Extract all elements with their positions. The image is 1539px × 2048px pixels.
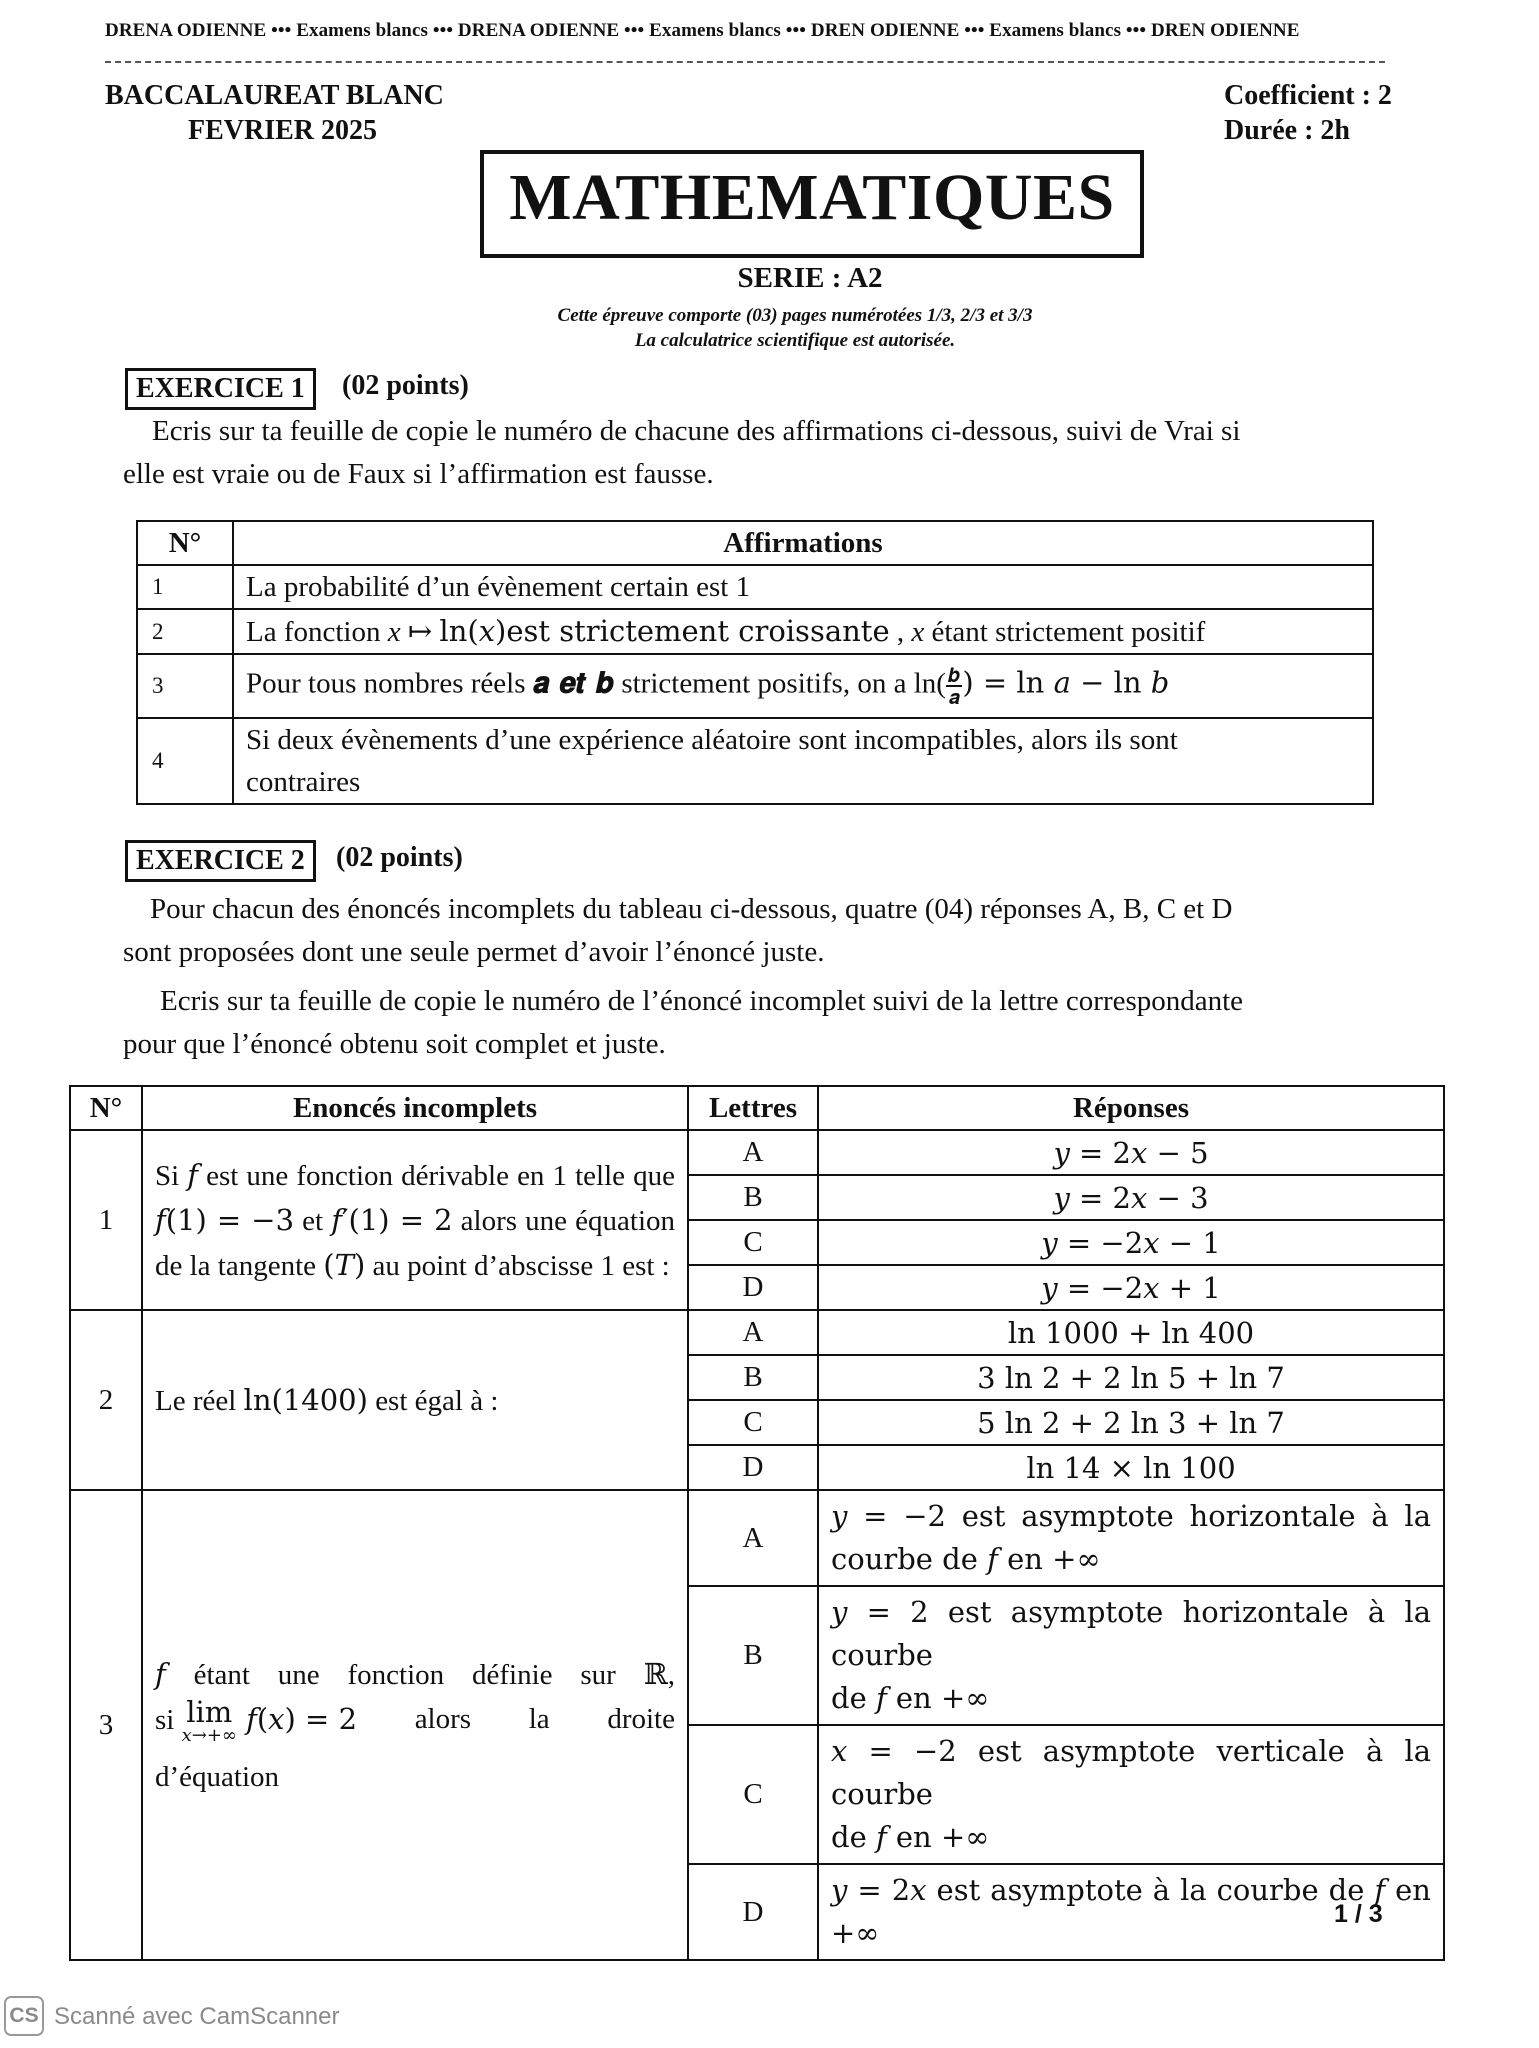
table-row bbox=[137, 718, 1373, 804]
subject-title: MATHEMATIQUES bbox=[509, 161, 1115, 234]
scanner-watermark: Scanné avec CamScanner bbox=[54, 2003, 340, 2030]
tangent-symbol: (𝑇) bbox=[323, 1247, 366, 1282]
answer-letter: C bbox=[688, 1400, 818, 1445]
var-f: 𝑓 bbox=[187, 1157, 199, 1192]
page-number: 1 / 3 bbox=[1334, 1900, 1383, 1928]
line bbox=[155, 1694, 675, 1755]
col-num-header: N° bbox=[70, 1086, 142, 1130]
col-answers-header: Réponses bbox=[818, 1086, 1444, 1130]
col-statements-header: Enoncés incomplets bbox=[142, 1086, 688, 1130]
line bbox=[155, 1652, 675, 1697]
answer-text: 5 ln 2 + 2 ln 3 + ln 7 bbox=[818, 1400, 1444, 1445]
var-f: 𝑓 bbox=[155, 1656, 166, 1691]
pages-note: Cette épreuve comporte (03) pages numérotées 1/3, 2/3 et 3/3 bbox=[557, 305, 1033, 326]
table-header-row bbox=[70, 1086, 1444, 1130]
line: +∞ bbox=[831, 1916, 880, 1950]
line: courbe de 𝑓 en +∞ bbox=[831, 1542, 1101, 1576]
lim-symbol: lim bbox=[186, 1694, 233, 1729]
col-letters-header: Lettres bbox=[688, 1086, 818, 1130]
line: 𝑥 = −2 est asymptote verticale à la courbe bbox=[831, 1734, 1431, 1811]
text: strictement positifs, on a ln( bbox=[614, 667, 946, 700]
text: ) = ln 𝑎 − ln 𝑏 bbox=[962, 665, 1170, 700]
affirmation-text: La probabilité d’un évènement certain est 1 bbox=[233, 565, 1373, 609]
answer-letter: D bbox=[688, 1265, 818, 1310]
expression: 𝑓(𝑥) = 2 bbox=[236, 1701, 358, 1736]
row-number: 2 bbox=[137, 609, 233, 654]
numerator: 𝒃 bbox=[947, 663, 961, 687]
text: est une fonction dérivable en 1 bbox=[198, 1159, 568, 1192]
limit-expression bbox=[155, 1694, 358, 1746]
exercise2-points: (02 points) bbox=[336, 842, 463, 873]
text: au bbox=[365, 1249, 400, 1282]
exercise1-intro-line2: elle est vraie ou de Faux si l’affirmation est fausse. bbox=[123, 458, 714, 490]
line: 𝑦 = 2 est asymptote horizontale à la courbe bbox=[831, 1595, 1431, 1672]
text: est strictement croissante bbox=[506, 614, 890, 648]
row-number: 3 bbox=[137, 654, 233, 718]
text: étant une fonction définie sur ℝ, bbox=[165, 1658, 675, 1691]
exam-name: BACCALAUREAT BLANC bbox=[105, 80, 444, 111]
text: Pour tous nombres réels bbox=[246, 667, 533, 700]
calculator-note: La calculatrice scientifique est autorisée. bbox=[634, 330, 956, 351]
line: 𝑦 = −2 est asymptote horizontale à la bbox=[831, 1499, 1431, 1533]
text: Le réel bbox=[155, 1384, 244, 1417]
fraction bbox=[946, 665, 962, 707]
exercise2-title: EXERCICE 2 bbox=[125, 840, 316, 882]
series: SERIE : A2 bbox=[737, 262, 883, 294]
answer-text: 𝑦 = 2𝑥 − 5 bbox=[818, 1130, 1444, 1175]
line: de 𝑓 en +∞ bbox=[831, 1681, 990, 1715]
exercise2-intro-line4: pour que l’énoncé obtenu soit complet et juste. bbox=[123, 1028, 666, 1060]
text: une équation de la tangente bbox=[155, 1204, 676, 1282]
exercise2-intro-line3: Ecris sur ta feuille de copie le numéro de l’énoncé incomplet suivi de la lettre correspondante bbox=[160, 985, 1244, 1017]
exercise2-intro-line2: sont proposées dont une seule permet d’avoir l’énoncé juste. bbox=[123, 936, 825, 968]
text: droite bbox=[607, 1702, 675, 1735]
function-expr: ln(𝑥) bbox=[439, 614, 507, 648]
answer-letter: A bbox=[688, 1310, 818, 1355]
answer-text bbox=[818, 1490, 1444, 1586]
text: telle que bbox=[575, 1159, 675, 1192]
table-row bbox=[70, 1310, 1444, 1355]
answer-letter: B bbox=[688, 1175, 818, 1220]
answer-text: ln 14 × ln 100 bbox=[818, 1445, 1444, 1490]
answer-letter: C bbox=[688, 1220, 818, 1265]
question-number: 3 bbox=[70, 1490, 142, 1960]
limit bbox=[181, 1694, 237, 1746]
text: , bbox=[889, 616, 912, 648]
answer-text bbox=[818, 1725, 1444, 1864]
line: d’équation bbox=[155, 1760, 280, 1793]
variables: 𝒂 𝒆𝒕 𝒃 bbox=[532, 665, 615, 700]
variable: x bbox=[387, 616, 401, 648]
col-affirmations-header: Affirmations bbox=[233, 521, 1373, 565]
variable: x bbox=[911, 616, 925, 648]
mcq-table bbox=[69, 1085, 1445, 1961]
answer-text: ln 1000 + ln 400 bbox=[818, 1310, 1444, 1355]
line: de 𝑓 en +∞ bbox=[831, 1820, 990, 1854]
text: alors bbox=[414, 1702, 472, 1735]
answer-letter: C bbox=[688, 1725, 818, 1864]
exercise1-points: (02 points) bbox=[342, 370, 469, 401]
banner-divider bbox=[105, 61, 1385, 63]
coefficient: Coefficient : 2 bbox=[1224, 80, 1392, 111]
table-row bbox=[137, 565, 1373, 609]
lim-subscript: 𝑥→+∞ bbox=[181, 1724, 237, 1746]
text: La fonction bbox=[246, 616, 388, 648]
line: 𝑦 = 2𝑥 est asymptote à la courbe de 𝑓 en bbox=[831, 1873, 1431, 1907]
exam-date: FEVRIER 2025 bbox=[188, 115, 378, 146]
exercise1-intro-line1: Ecris sur ta feuille de copie le numéro de chacune des affirmations ci-dessous, suivi de Vrai si bbox=[152, 415, 1241, 447]
expression: ln(1400) bbox=[243, 1382, 368, 1417]
condition: 𝑓(1) = −3 bbox=[155, 1202, 295, 1237]
affirmations-table bbox=[136, 520, 1374, 805]
text: point d’abscisse 1 est : bbox=[407, 1249, 670, 1282]
table-row bbox=[70, 1490, 1444, 1586]
condition: 𝑓′(1) = 2 bbox=[331, 1202, 453, 1237]
text: la bbox=[528, 1702, 550, 1735]
answer-letter: D bbox=[688, 1445, 818, 1490]
header-banner: DRENA ODIENNE ••• Examens blancs ••• DRENA ODIENNE ••• Examens blancs ••• DREN ODIENNE ••• Examens blancs ••• DREN ODIENNE bbox=[105, 20, 1300, 41]
table-row bbox=[70, 1130, 1444, 1175]
question-statement bbox=[142, 1130, 688, 1310]
camscanner-logo-icon: CS bbox=[4, 1996, 44, 2036]
answer-letter: A bbox=[688, 1490, 818, 1586]
row-number: 4 bbox=[137, 718, 233, 804]
denominator: 𝒂 bbox=[948, 685, 960, 709]
answer-text: 𝑦 = 2𝑥 − 3 bbox=[818, 1175, 1444, 1220]
exercise2-intro-line1: Pour chacun des énoncés incomplets du tableau ci-dessous, quatre (04) réponses A, B, C et D bbox=[150, 893, 1233, 925]
table-header-row bbox=[137, 521, 1373, 565]
answer-letter: B bbox=[688, 1586, 818, 1725]
col-num-header: N° bbox=[137, 521, 233, 565]
affirmation-text bbox=[233, 654, 1373, 718]
maps-to: ↦ bbox=[400, 616, 440, 648]
line: Si deux évènements d’une expérience aléatoire sont incompatibles, alors ils sont bbox=[246, 724, 1178, 756]
text: et bbox=[294, 1204, 332, 1237]
row-number: 1 bbox=[137, 565, 233, 609]
answer-letter: D bbox=[688, 1864, 818, 1960]
question-number: 2 bbox=[70, 1310, 142, 1490]
table-row bbox=[137, 654, 1373, 718]
answer-text: 𝑦 = −2𝑥 − 1 bbox=[818, 1220, 1444, 1265]
text: étant strictement positif bbox=[924, 616, 1206, 648]
answer-letter: B bbox=[688, 1355, 818, 1400]
line: contraires bbox=[246, 766, 361, 798]
answer-letter: A bbox=[688, 1130, 818, 1175]
affirmation-text bbox=[233, 609, 1373, 654]
text: alors bbox=[452, 1204, 518, 1237]
duration: Durée : 2h bbox=[1224, 115, 1350, 146]
exercise1-title: EXERCICE 1 bbox=[125, 368, 316, 410]
question-statement bbox=[142, 1490, 688, 1960]
text: Si bbox=[155, 1159, 188, 1192]
affirmation-text bbox=[233, 718, 1373, 804]
answer-text: 𝑦 = −2𝑥 + 1 bbox=[818, 1265, 1444, 1310]
question-number: 1 bbox=[70, 1130, 142, 1310]
answer-text: 3 ln 2 + 2 ln 5 + ln 7 bbox=[818, 1355, 1444, 1400]
question-statement bbox=[142, 1310, 688, 1490]
text: est égal à : bbox=[367, 1384, 499, 1417]
answer-text bbox=[818, 1586, 1444, 1725]
text: si bbox=[155, 1703, 182, 1736]
table-row bbox=[137, 609, 1373, 654]
